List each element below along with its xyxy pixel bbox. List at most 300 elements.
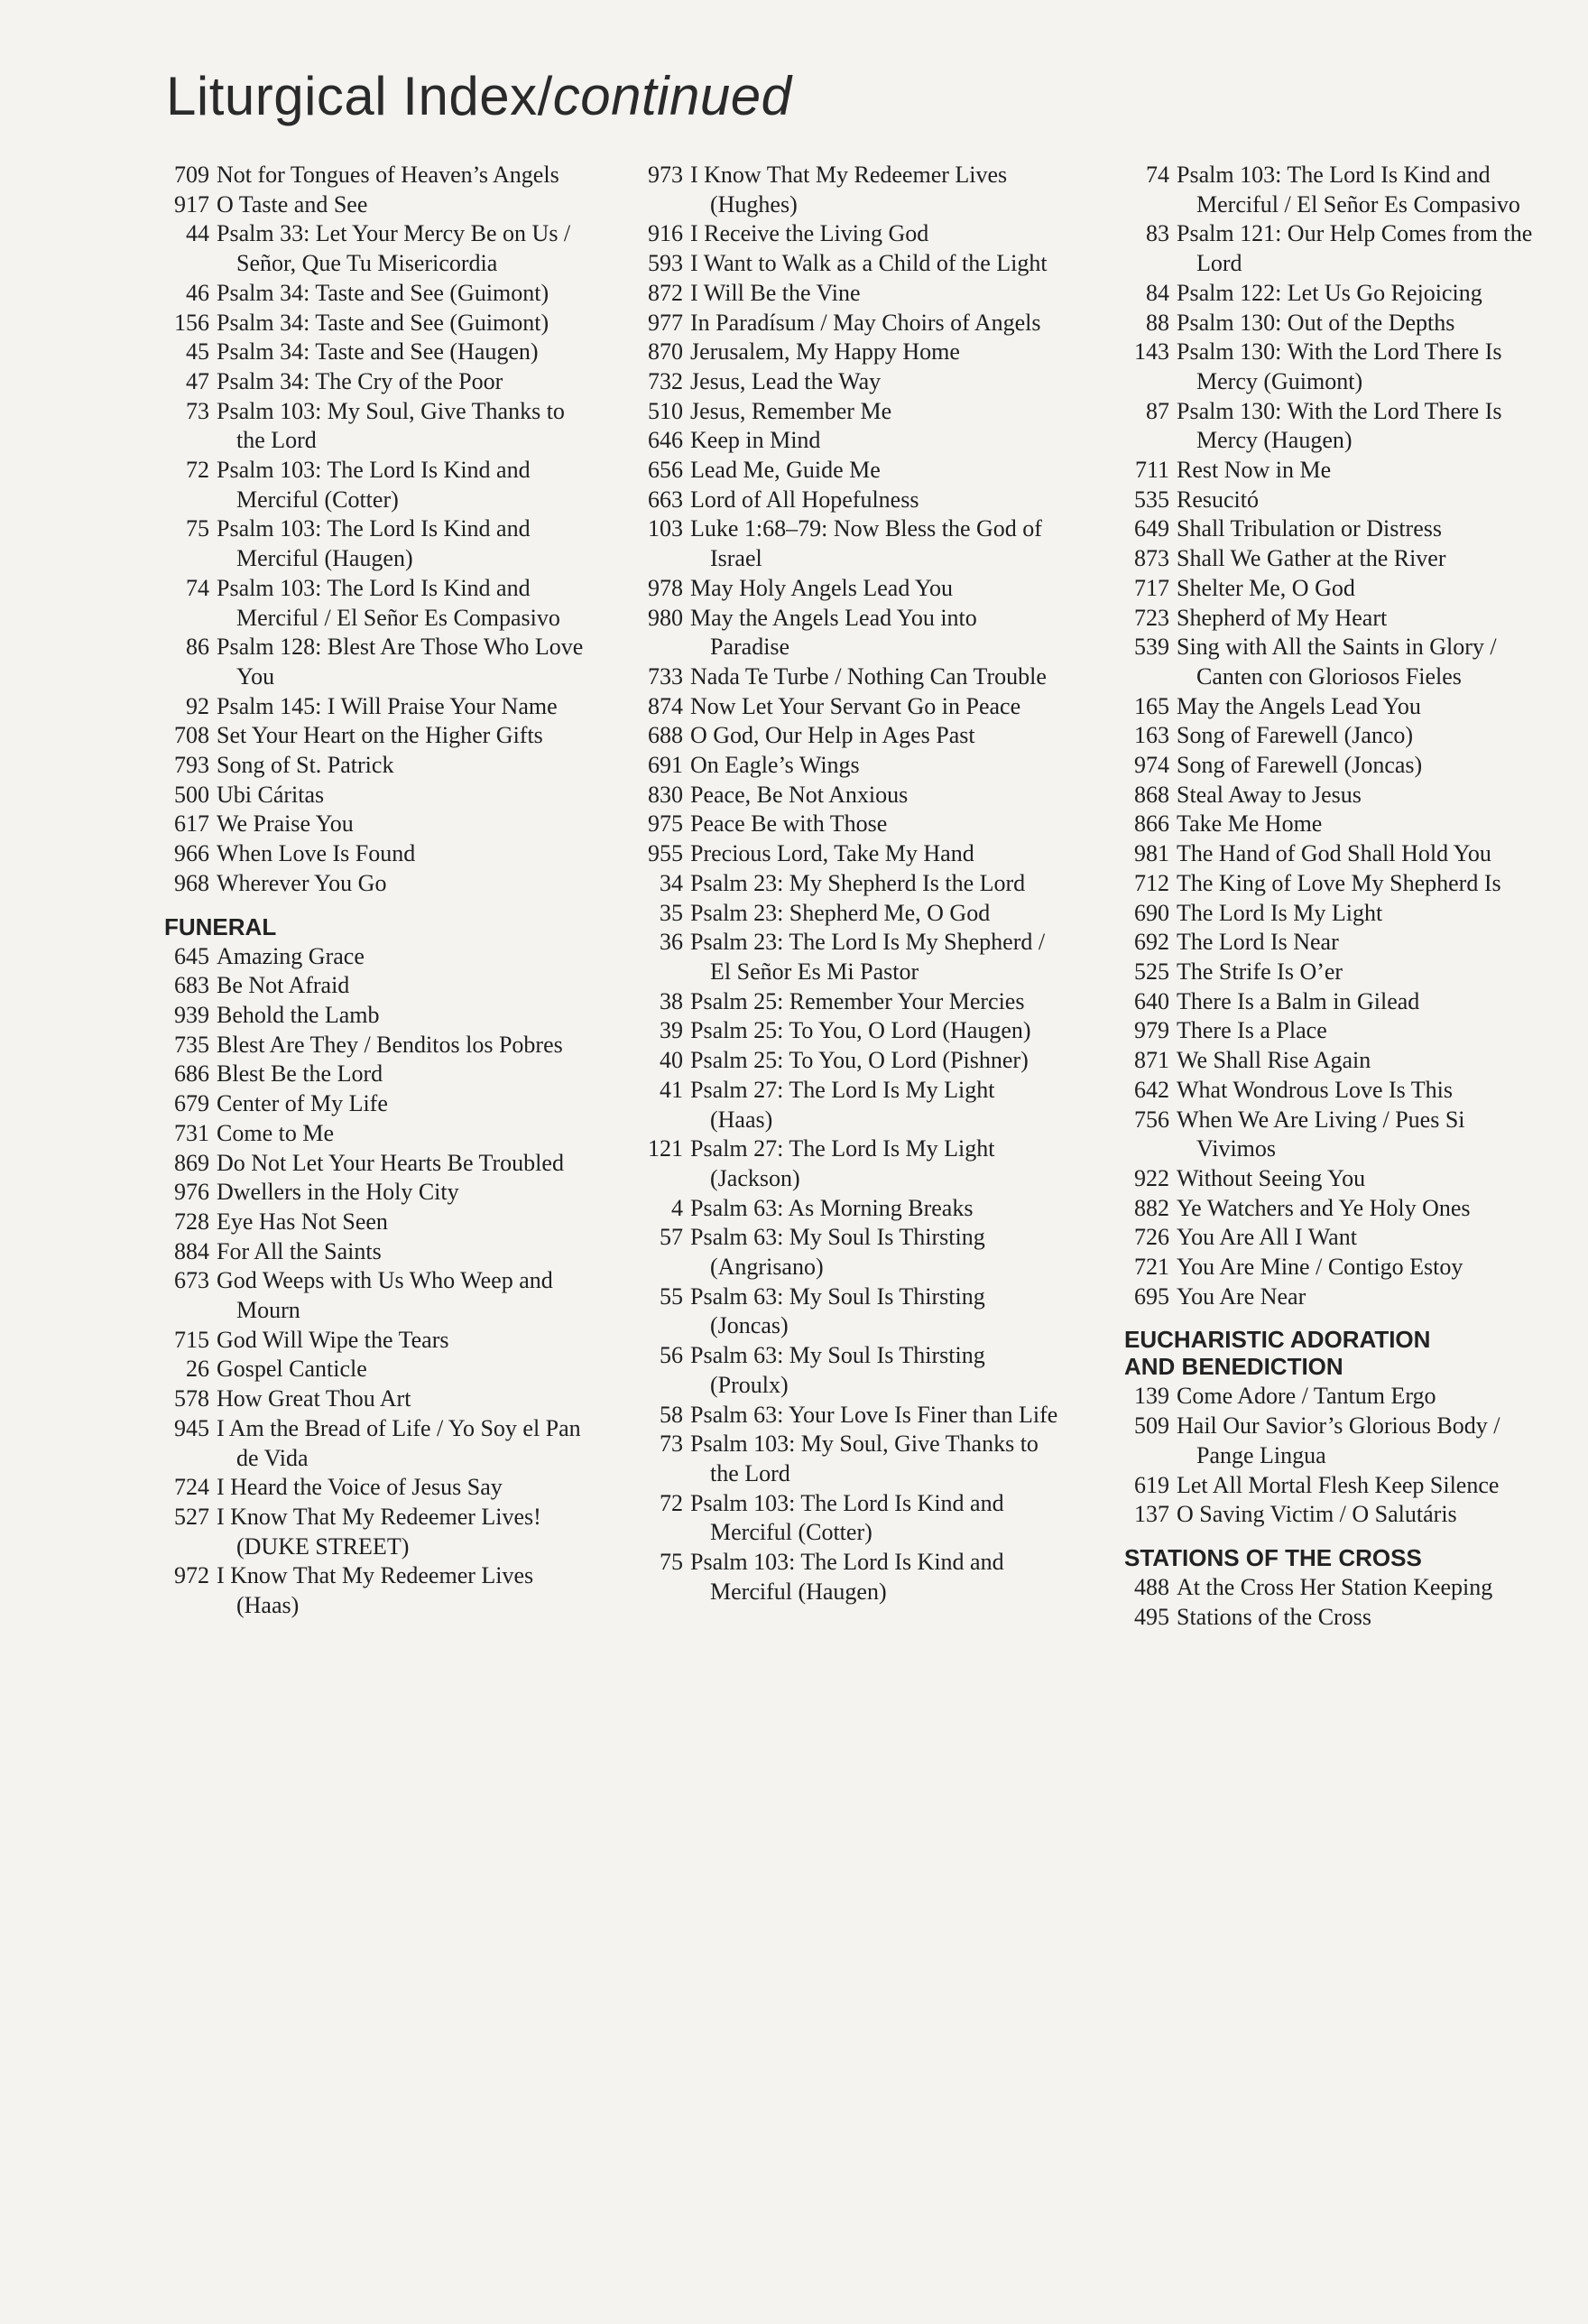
hymn-number: 525 — [1134, 958, 1169, 985]
index-entry — [155, 971, 588, 1001]
hymn-number: 74 — [1146, 162, 1169, 188]
hymn-number: 966 — [174, 840, 209, 867]
index-entry — [155, 633, 588, 691]
hymn-title: Psalm 25: To You, O Lord (Haugen) — [690, 1017, 1031, 1044]
hymn-number: 75 — [660, 1549, 683, 1576]
hymn-number: 88 — [1146, 309, 1169, 336]
hymn-number: 74 — [186, 574, 209, 601]
hymn-number: 72 — [660, 1489, 683, 1516]
hymn-title: When We Are Living / Pues Si Vivimos — [1177, 1106, 1465, 1162]
index-entry — [629, 161, 1062, 219]
index-entry — [1115, 486, 1548, 515]
hymn-title: Psalm 23: The Lord Is My Shepherd / El Señor Es Mi Pastor — [690, 929, 1046, 985]
index-entry — [1115, 574, 1548, 604]
hymn-title: Psalm 34: Taste and See (Guimont) — [217, 279, 549, 306]
hymn-number: 143 — [1134, 338, 1169, 366]
hymn-title: Be Not Afraid — [217, 972, 350, 999]
hymn-title: Psalm 34: Taste and See (Haugen) — [217, 338, 539, 366]
index-section — [155, 161, 588, 899]
index-entry — [1115, 810, 1548, 839]
index-entry — [1115, 514, 1548, 544]
hymn-number: 882 — [1134, 1194, 1169, 1221]
hymn-title: How Great Thou Art — [217, 1385, 411, 1412]
hymn-number: 869 — [174, 1149, 209, 1176]
hymn-title: Shepherd of My Heart — [1177, 604, 1388, 631]
index-entry — [629, 1430, 1062, 1488]
hymn-number: 86 — [186, 634, 209, 661]
hymn-title: Psalm 27: The Lord Is My Light (Jackson) — [690, 1135, 995, 1191]
index-entry — [155, 810, 588, 839]
index-entry — [1115, 1164, 1548, 1194]
hymn-number: 708 — [174, 722, 209, 749]
hymn-number: 871 — [1134, 1047, 1169, 1074]
hymn-number: 977 — [648, 309, 683, 336]
hymn-number: 870 — [648, 338, 683, 366]
hymn-number: 980 — [648, 604, 683, 631]
hymn-title: The Strife Is O’er — [1177, 958, 1343, 985]
index-entry — [1115, 781, 1548, 810]
hymn-number: 139 — [1134, 1383, 1169, 1410]
index-entry — [629, 1548, 1062, 1606]
hymn-number: 645 — [174, 942, 209, 969]
index-entry — [629, 987, 1062, 1017]
hymn-title: Ubi Cáritas — [217, 781, 325, 808]
index-section — [1115, 1544, 1548, 1632]
hymn-title: Sing with All the Saints in Glory / Canten con Gloriosos Fieles — [1177, 634, 1497, 690]
hymn-title: Psalm 27: The Lord Is My Light (Haas) — [690, 1076, 995, 1133]
hymn-number: 46 — [186, 279, 209, 306]
hymn-title: Set Your Heart on the Higher Gifts — [217, 722, 543, 749]
index-column-1 — [155, 161, 588, 1621]
hymn-number: 83 — [1146, 220, 1169, 247]
hymn-number: 711 — [1134, 457, 1169, 484]
index-entry — [155, 309, 588, 338]
hymn-title: May Holy Angels Lead You — [690, 574, 954, 601]
index-entry — [155, 397, 588, 456]
hymn-number: 535 — [1134, 486, 1169, 513]
hymn-title: Psalm 25: To You, O Lord (Pishner) — [690, 1047, 1029, 1074]
hymn-title: You Are Mine / Contigo Estoy — [1177, 1254, 1463, 1281]
hymn-number: 688 — [648, 722, 683, 749]
hymn-number: 35 — [660, 899, 683, 926]
hymn-title: God Will Wipe the Tears — [217, 1326, 449, 1353]
index-entry — [629, 781, 1062, 810]
hymn-number: 640 — [1134, 987, 1169, 1014]
hymn-number: 686 — [174, 1060, 209, 1088]
index-entry — [1115, 1016, 1548, 1046]
hymn-number: 84 — [1146, 279, 1169, 306]
index-entry — [629, 486, 1062, 515]
index-entry — [629, 1134, 1062, 1193]
page-title-continued: continued — [552, 66, 792, 126]
index-entry — [155, 1414, 588, 1473]
index-entry — [1115, 338, 1548, 396]
hymn-title: Wherever You Go — [217, 869, 387, 896]
hymn-number: 979 — [1134, 1017, 1169, 1044]
index-entry — [155, 692, 588, 722]
hymn-number: 137 — [1134, 1501, 1169, 1528]
hymn-number: 75 — [186, 515, 209, 542]
index-entry — [1115, 1194, 1548, 1224]
hymn-title: Psalm 103: My Soul, Give Thanks to the Lord — [690, 1431, 1039, 1486]
index-column-3 — [1115, 161, 1548, 1632]
index-entry — [155, 161, 588, 190]
index-entry — [155, 1266, 588, 1325]
hymn-title: Rest Now in Me — [1177, 457, 1332, 484]
hymn-number: 4 — [671, 1194, 683, 1221]
index-entry — [1115, 839, 1548, 869]
index-entry — [155, 1561, 588, 1620]
index-entry — [1115, 1076, 1548, 1106]
hymn-title: The Hand of God Shall Hold You — [1177, 840, 1491, 867]
hymn-number: 41 — [660, 1076, 683, 1103]
hymn-number: 868 — [1134, 781, 1169, 808]
hymn-title: I Know That My Redeemer Lives (Haas) — [217, 1562, 534, 1619]
hymn-title: O Taste and See — [217, 190, 368, 218]
hymn-title: Lead Me, Guide Me — [690, 457, 881, 484]
hymn-title: Keep in Mind — [690, 427, 821, 454]
index-entry — [629, 574, 1062, 604]
index-entry — [1115, 692, 1548, 722]
hymn-title: Now Let Your Servant Go in Peace — [690, 692, 1021, 719]
hymn-number: 56 — [660, 1342, 683, 1369]
hymn-title: I Know That My Redeemer Lives (Hughes) — [690, 162, 1008, 218]
hymn-title: Jesus, Remember Me — [690, 397, 892, 424]
hymn-title: Jerusalem, My Happy Home — [690, 338, 960, 366]
hymn-title: Psalm 103: The Lord Is Kind and Merciful (Haugen) — [217, 515, 531, 572]
hymn-title: I Heard the Voice of Jesus Say — [217, 1474, 503, 1501]
hymn-number: 34 — [660, 869, 683, 896]
hymn-title: Psalm 103: My Soul, Give Thanks to the Lord — [217, 397, 565, 454]
hymn-title: Resucitó — [1177, 486, 1259, 513]
hymn-number: 642 — [1134, 1076, 1169, 1103]
hymn-title: Psalm 103: The Lord Is Kind and Merciful / El Señor Es Compasivo — [1177, 162, 1520, 218]
hymn-title: Song of St. Patrick — [217, 752, 394, 779]
index-entry — [1115, 279, 1548, 309]
hymn-title: Song of Farewell (Janco) — [1177, 722, 1414, 749]
hymn-number: 38 — [660, 987, 683, 1014]
index-entry — [155, 1237, 588, 1267]
hymn-title: Psalm 63: My Soul Is Thirsting (Angrisano) — [690, 1224, 985, 1281]
hymn-number: 646 — [648, 427, 683, 454]
index-entry — [155, 1001, 588, 1031]
index-entry — [629, 1223, 1062, 1282]
hymn-title: Jesus, Lead the Way — [690, 367, 882, 394]
hymn-title: Peace Be with Those — [690, 810, 888, 838]
index-entry — [629, 928, 1062, 986]
hymn-title: Psalm 128: Blest Are Those Who Love You — [217, 634, 584, 690]
hymn-number: 165 — [1134, 692, 1169, 719]
hymn-title: Peace, Be Not Anxious — [690, 781, 909, 808]
hymn-number: 73 — [186, 397, 209, 424]
hymn-number: 593 — [648, 250, 683, 277]
hymn-number: 679 — [174, 1090, 209, 1117]
index-entry — [1115, 721, 1548, 751]
hymn-title: Psalm 63: My Soul Is Thirsting (Joncas) — [690, 1282, 985, 1339]
index-entry — [1115, 604, 1548, 634]
index-entry — [155, 1149, 588, 1179]
hymn-title: Come Adore / Tantum Ergo — [1177, 1383, 1436, 1410]
hymn-title: Center of My Life — [217, 1090, 388, 1117]
hymn-title: Not for Tongues of Heaven’s Angels — [217, 162, 559, 188]
hymn-number: 683 — [174, 972, 209, 999]
index-entry — [155, 1473, 588, 1503]
hymn-number: 92 — [186, 692, 209, 719]
index-entry — [1115, 869, 1548, 899]
hymn-title: I Want to Walk as a Child of the Light — [690, 250, 1048, 277]
hymn-number: 691 — [648, 752, 683, 779]
hymn-number: 47 — [186, 367, 209, 394]
hymn-title: Steal Away to Jesus — [1177, 781, 1362, 808]
index-entry — [1115, 1106, 1548, 1164]
index-entry — [155, 1119, 588, 1149]
index-entry — [1115, 1382, 1548, 1412]
index-entry — [155, 219, 588, 278]
hymn-number: 57 — [660, 1224, 683, 1251]
hymn-title: On Eagle’s Wings — [690, 752, 860, 779]
index-entry — [1115, 1603, 1548, 1633]
hymn-title: Blest Be the Lord — [217, 1060, 383, 1088]
index-entry — [1115, 928, 1548, 958]
index-entry — [1115, 751, 1548, 781]
hymn-number: 939 — [174, 1001, 209, 1028]
page-title-main: Liturgical Index/ — [166, 66, 553, 126]
index-entry — [629, 249, 1062, 279]
hymn-number: 972 — [174, 1562, 209, 1589]
index-entry — [1115, 1500, 1548, 1530]
hymn-title: Let All Mortal Flesh Keep Silence — [1177, 1471, 1500, 1498]
index-entry — [155, 781, 588, 810]
hymn-title: Dwellers in the Holy City — [217, 1179, 459, 1206]
hymn-title: At the Cross Her Station Keeping — [1177, 1573, 1493, 1600]
hymn-number: 509 — [1134, 1412, 1169, 1440]
hymn-title: Amazing Grace — [217, 942, 365, 969]
index-entry — [1115, 1471, 1548, 1501]
index-entry — [629, 1341, 1062, 1400]
index-section — [1115, 161, 1548, 1311]
hymn-title: Shelter Me, O God — [1177, 574, 1355, 601]
hymn-title: In Paradísum / May Choirs of Angels — [690, 309, 1041, 336]
hymn-title: I Will Be the Vine — [690, 279, 861, 306]
hymn-title: Lord of All Hopefulness — [690, 486, 919, 513]
index-entry — [629, 367, 1062, 397]
index-entry — [155, 514, 588, 573]
index-entry — [629, 692, 1062, 722]
hymn-title: Psalm 63: As Morning Breaks — [690, 1194, 974, 1221]
hymn-number: 495 — [1134, 1603, 1169, 1630]
hymn-title: Psalm 34: Taste and See (Guimont) — [217, 309, 549, 336]
index-entry — [1115, 1223, 1548, 1253]
hymn-number: 121 — [648, 1135, 683, 1162]
index-entry — [629, 839, 1062, 869]
index-entry — [1115, 1046, 1548, 1076]
index-entry — [629, 810, 1062, 839]
hymn-title: Psalm 63: Your Love Is Finer than Life — [690, 1401, 1058, 1428]
hymn-number: 39 — [660, 1017, 683, 1044]
hymn-title: Take Me Home — [1177, 810, 1323, 838]
hymn-title: You Are All I Want — [1177, 1224, 1357, 1251]
hymn-number: 617 — [174, 810, 209, 838]
hymn-title: May the Angels Lead You — [1177, 692, 1421, 719]
index-entry — [629, 604, 1062, 662]
index-entry — [155, 1031, 588, 1060]
index-entry — [1115, 633, 1548, 691]
hymn-title: Psalm 103: The Lord Is Kind and Merciful (Haugen) — [690, 1549, 1004, 1605]
index-entry — [629, 662, 1062, 692]
index-entry — [629, 456, 1062, 486]
index-entry — [629, 279, 1062, 309]
hymn-number: 721 — [1134, 1254, 1169, 1281]
hymn-title: There Is a Place — [1177, 1017, 1327, 1044]
index-entry — [629, 899, 1062, 929]
hymn-title: Stations of the Cross — [1177, 1603, 1371, 1630]
hymn-number: 872 — [648, 279, 683, 306]
hymn-title: May the Angels Lead You into Paradise — [690, 604, 977, 661]
hymn-title: Nada Te Turbe / Nothing Can Trouble — [690, 662, 1047, 690]
index-entry — [155, 1503, 588, 1561]
hymn-title: Psalm 23: Shepherd Me, O God — [690, 899, 991, 926]
hymn-number: 728 — [174, 1208, 209, 1235]
section-heading: STATIONS OF THE CROSS — [1124, 1543, 1422, 1571]
index-entry — [629, 1046, 1062, 1076]
hymn-title: Psalm 33: Let Your Mercy Be on Us / Señor, Que Tu Misericordia — [217, 220, 571, 277]
hymn-number: 55 — [660, 1282, 683, 1310]
index-entry — [629, 397, 1062, 427]
index-entry — [629, 1194, 1062, 1224]
hymn-number: 500 — [174, 781, 209, 808]
index-entry — [155, 942, 588, 972]
index-entry — [629, 338, 1062, 367]
hymn-title: You Are Near — [1177, 1282, 1306, 1310]
hymn-title: Luke 1:68–79: Now Bless the God of Israel — [690, 515, 1042, 572]
hymn-number: 916 — [648, 220, 683, 247]
hymn-number: 156 — [174, 309, 209, 336]
hymn-number: 649 — [1134, 515, 1169, 542]
hymn-title: We Shall Rise Again — [1177, 1047, 1371, 1074]
hymn-number: 578 — [174, 1385, 209, 1412]
index-entry — [1115, 1412, 1548, 1470]
hymn-number: 45 — [186, 338, 209, 366]
hymn-number: 884 — [174, 1237, 209, 1264]
hymn-number: 922 — [1134, 1164, 1169, 1191]
page-title — [166, 65, 791, 127]
hymn-number: 26 — [186, 1356, 209, 1383]
index-entry — [1115, 987, 1548, 1017]
hymn-number: 830 — [648, 781, 683, 808]
hymn-title: Shall We Gather at the River — [1177, 545, 1446, 572]
index-entry — [155, 1384, 588, 1414]
hymn-title: Eye Has Not Seen — [217, 1208, 388, 1235]
hymn-number: 58 — [660, 1401, 683, 1428]
hymn-number: 724 — [174, 1474, 209, 1501]
hymn-number: 732 — [648, 367, 683, 394]
hymn-title: Psalm 103: The Lord Is Kind and Merciful / El Señor Es Compasivo — [217, 574, 560, 631]
hymn-title: We Praise You — [217, 810, 354, 838]
hymn-number: 968 — [174, 869, 209, 896]
index-entry — [629, 219, 1062, 249]
hymn-number: 673 — [174, 1267, 209, 1294]
hymn-title: Psalm 103: The Lord Is Kind and Merciful (Cotter) — [217, 457, 531, 513]
hymn-number: 73 — [660, 1431, 683, 1458]
hymn-title: There Is a Balm in Gilead — [1177, 987, 1420, 1014]
hymn-title: I Am the Bread of Life / Yo Soy el Pan de Vida — [217, 1414, 581, 1471]
hymn-number: 87 — [1146, 397, 1169, 424]
hymn-title: Gospel Canticle — [217, 1356, 367, 1383]
hymn-title: Psalm 130: Out of the Depths — [1177, 309, 1455, 336]
index-entry — [629, 1282, 1062, 1341]
hymn-number: 723 — [1134, 604, 1169, 631]
hymn-number: 656 — [648, 457, 683, 484]
index-entry — [1115, 1573, 1548, 1603]
index-entry — [1115, 1253, 1548, 1282]
index-entry — [1115, 958, 1548, 987]
hymn-number: 974 — [1134, 752, 1169, 779]
hymn-number: 510 — [648, 397, 683, 424]
hymn-number: 690 — [1134, 899, 1169, 926]
hymn-number: 619 — [1134, 1471, 1169, 1498]
hymn-title: Psalm 63: My Soul Is Thirsting (Proulx) — [690, 1342, 985, 1398]
hymn-title: When Love Is Found — [217, 840, 416, 867]
index-entry — [629, 309, 1062, 338]
index-entry — [155, 751, 588, 781]
hymn-number: 692 — [1134, 929, 1169, 956]
hymn-number: 981 — [1134, 840, 1169, 867]
hymn-number: 973 — [648, 162, 683, 188]
hymn-number: 726 — [1134, 1224, 1169, 1251]
hymn-title: Song of Farewell (Joncas) — [1177, 752, 1423, 779]
index-entry — [155, 367, 588, 397]
hymn-number: 733 — [648, 662, 683, 690]
hymn-title: God Weeps with Us Who Weep and Mourn — [217, 1267, 553, 1324]
hymn-number: 793 — [174, 752, 209, 779]
index-entry — [155, 1355, 588, 1384]
hymn-title: Hail Our Savior’s Glorious Body / Pange Lingua — [1177, 1412, 1500, 1468]
index-entry — [629, 514, 1062, 573]
hymn-title: Psalm 25: Remember Your Mercies — [690, 987, 1025, 1014]
hymn-title: The Lord Is My Light — [1177, 899, 1383, 926]
hymn-title: Blest Are They / Benditos los Pobres — [217, 1031, 563, 1058]
hymn-title: O God, Our Help in Ages Past — [690, 722, 975, 749]
hymn-number: 955 — [648, 840, 683, 867]
index-entry — [629, 426, 1062, 456]
hymn-title: Precious Lord, Take My Hand — [690, 840, 974, 867]
hymn-title: Psalm 145: I Will Praise Your Name — [217, 692, 558, 719]
hymn-title: Psalm 121: Our Help Comes from the Lord — [1177, 220, 1533, 277]
index-entry — [1115, 219, 1548, 278]
section-heading: FUNERAL — [164, 912, 277, 940]
index-entry — [155, 279, 588, 309]
hymn-number: 72 — [186, 457, 209, 484]
index-entry — [155, 190, 588, 220]
hymn-title: Shall Tribulation or Distress — [1177, 515, 1442, 542]
hymn-title: Psalm 122: Let Us Go Rejoicing — [1177, 279, 1482, 306]
hymn-number: 715 — [174, 1326, 209, 1353]
index-entry — [155, 869, 588, 899]
hymn-title: Do Not Let Your Hearts Be Troubled — [217, 1149, 564, 1176]
hymn-title: Psalm 130: With the Lord There Is Mercy (Guimont) — [1177, 338, 1502, 394]
hymn-number: 735 — [174, 1031, 209, 1058]
hymn-title: Psalm 103: The Lord Is Kind and Merciful (Cotter) — [690, 1489, 1004, 1546]
index-entry — [629, 1489, 1062, 1548]
hymn-title: Psalm 34: The Cry of the Poor — [217, 367, 503, 394]
index-entry — [155, 1060, 588, 1089]
hymn-number: 717 — [1134, 574, 1169, 601]
index-section — [1115, 1326, 1548, 1530]
index-entry — [155, 1089, 588, 1119]
hymn-title: What Wondrous Love Is This — [1177, 1076, 1454, 1103]
hymn-number: 712 — [1134, 869, 1169, 896]
hymn-number: 731 — [174, 1119, 209, 1146]
